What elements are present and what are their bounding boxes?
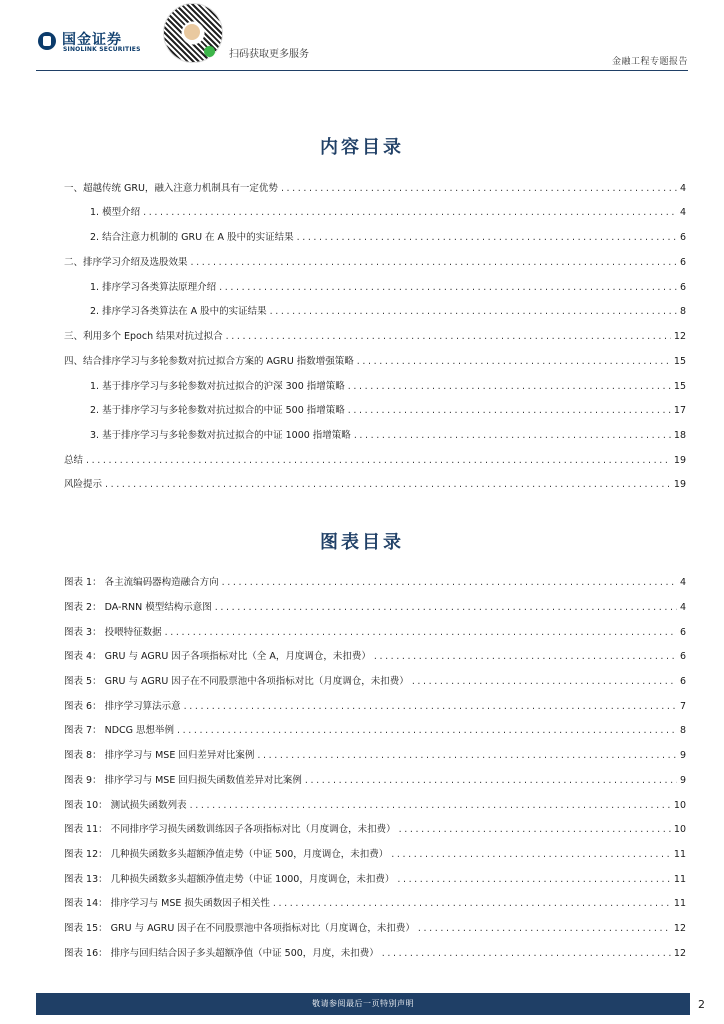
toc-entry[interactable] xyxy=(90,279,686,293)
figure-entry-page: 11 xyxy=(673,898,686,909)
toc-entry[interactable] xyxy=(64,476,686,490)
sinolink-logo-icon xyxy=(38,32,56,50)
leader-dots xyxy=(357,356,671,367)
leader-dots xyxy=(354,430,671,441)
toc-entry-label: 四、结合排序学习与多轮参数对抗过拟合方案的 AGRU 指数增强策略 xyxy=(64,356,354,367)
toc-entry-label: 2. 结合注意力机制的 GRU 在 A 股中的实证结果 xyxy=(90,232,294,243)
toc-entry[interactable] xyxy=(64,452,686,466)
page-header xyxy=(0,0,724,72)
figure-entry[interactable] xyxy=(64,648,686,662)
figure-entry[interactable] xyxy=(64,599,686,613)
figure-entry-label: 图表 16： 排序与回归结合因子多头超额净值（中证 500，月度，未扣费） xyxy=(64,948,379,959)
figure-entry-label: 图表 2： DA-RNN 模型结构示意图 xyxy=(64,602,212,613)
figure-entry-page: 8 xyxy=(679,725,686,736)
toc-entry-label: 1. 排序学习各类算法原理介绍 xyxy=(90,282,217,293)
figure-entry-page: 11 xyxy=(673,849,686,860)
figure-entry-page: 10 xyxy=(673,824,686,835)
toc-entry[interactable] xyxy=(90,204,686,218)
leader-dots xyxy=(222,577,677,588)
toc-entry-label: 风险提示 xyxy=(64,479,103,490)
figure-entry-page: 9 xyxy=(679,775,686,786)
figure-entry[interactable] xyxy=(64,871,686,885)
toc-entry[interactable] xyxy=(90,303,686,317)
footer-disclaimer: 敬请参阅最后一页特别声明 xyxy=(312,999,414,1008)
toc-entry-page: 4 xyxy=(679,183,686,194)
scan-prompt: 扫码获取更多服务 xyxy=(229,49,309,60)
figure-entry[interactable] xyxy=(64,945,686,959)
toc-entry[interactable] xyxy=(90,378,686,392)
figure-entry[interactable] xyxy=(64,895,686,909)
leader-dots xyxy=(270,306,677,317)
leader-dots xyxy=(374,651,677,662)
toc-entry[interactable] xyxy=(64,254,686,268)
report-type-label: 金融工程专题报告 xyxy=(611,57,688,67)
qr-center-logo xyxy=(184,24,200,40)
figure-entry-label: 图表 6： 排序学习算法示意 xyxy=(64,701,181,712)
figure-entry-label: 图表 1： 各主流编码器构造融合方向 xyxy=(64,577,219,588)
leader-dots xyxy=(391,849,671,860)
figure-entry-page: 9 xyxy=(679,750,686,761)
figure-entry-label: 图表 10： 测试损失函数列表 xyxy=(64,800,187,811)
leader-dots xyxy=(382,948,671,959)
leader-dots xyxy=(305,775,677,786)
header-divider xyxy=(36,70,688,71)
leader-dots xyxy=(143,207,677,218)
figure-entry[interactable] xyxy=(64,673,686,687)
figure-entry[interactable] xyxy=(64,797,686,811)
leader-dots xyxy=(86,455,671,466)
toc-entry-label: 2. 基于排序学习与多轮参数对抗过拟合的中证 500 指增策略 xyxy=(90,405,345,416)
figure-entry-page: 4 xyxy=(679,602,686,613)
figure-entry-page: 12 xyxy=(673,923,686,934)
figure-entry[interactable] xyxy=(64,624,686,638)
leader-dots xyxy=(412,676,677,687)
figure-entry-page: 6 xyxy=(679,651,686,662)
figure-entry[interactable] xyxy=(64,846,686,860)
toc-entry-page: 6 xyxy=(679,282,686,293)
leader-dots xyxy=(177,725,677,736)
leader-dots xyxy=(215,602,677,613)
toc-entry[interactable] xyxy=(64,180,686,194)
figure-entry[interactable] xyxy=(64,574,686,588)
leader-dots xyxy=(348,381,671,392)
toc-entry-page: 6 xyxy=(679,257,686,268)
toc-entry[interactable] xyxy=(64,328,686,342)
leader-dots xyxy=(273,898,671,909)
leader-dots xyxy=(190,800,671,811)
page-number: 2 xyxy=(698,998,705,1011)
figure-entry-label: 图表 15： GRU 与 AGRU 因子在不同股票池中各项指标对比（月度调仓，未扣费） xyxy=(64,923,415,934)
toc-entry-label: 2. 排序学习各类算法在 A 股中的实证结果 xyxy=(90,306,267,317)
figure-entry-page: 4 xyxy=(679,577,686,588)
toc-entry-page: 17 xyxy=(673,405,686,416)
figure-entry-label: 图表 13： 几种损失函数多头超额净值走势（中证 1000，月度调仓，未扣费） xyxy=(64,874,395,885)
toc-entry[interactable] xyxy=(90,229,686,243)
figure-entry-label: 图表 14： 排序学习与 MSE 损失函数因子相关性 xyxy=(64,898,270,909)
leader-dots xyxy=(184,701,677,712)
toc-entry-label: 总结 xyxy=(64,455,84,466)
leader-dots xyxy=(281,183,677,194)
leader-dots xyxy=(348,405,671,416)
figure-entry-label: 图表 4： GRU 与 AGRU 因子各项指标对比（全 A，月度调仓，未扣费） xyxy=(64,651,371,662)
toc-entry-label: 3. 基于排序学习与多轮参数对抗过拟合的中证 1000 指增策略 xyxy=(90,430,351,441)
figure-entry-page: 7 xyxy=(679,701,686,712)
leader-dots xyxy=(297,232,677,243)
figures-title: 图表目录 xyxy=(320,532,404,553)
figure-entry-page: 12 xyxy=(673,948,686,959)
toc-entry[interactable] xyxy=(90,402,686,416)
leader-dots xyxy=(257,750,677,761)
toc-entry[interactable] xyxy=(64,353,686,367)
figure-entry-label: 图表 8： 排序学习与 MSE 回归差异对比案例 xyxy=(64,750,255,761)
figure-entry-label: 图表 7： NDCG 思想举例 xyxy=(64,725,175,736)
figure-entry[interactable] xyxy=(64,747,686,761)
figure-entry-label: 图表 11： 不同排序学习损失函数训练因子各项指标对比（月度调仓，未扣费） xyxy=(64,824,396,835)
toc-entry-page: 6 xyxy=(679,232,686,243)
wechat-icon xyxy=(204,46,215,57)
leader-dots xyxy=(105,479,671,490)
figure-entry-label: 图表 9： 排序学习与 MSE 回归损失函数值差异对比案例 xyxy=(64,775,302,786)
toc-entry-label: 二、排序学习介绍及选股效果 xyxy=(64,257,188,268)
toc-entry-page: 8 xyxy=(679,306,686,317)
figure-entry-label: 图表 3： 投喂特征数据 xyxy=(64,627,162,638)
figure-entry[interactable] xyxy=(64,821,686,835)
figure-entry[interactable] xyxy=(64,698,686,712)
toc-entry-page: 19 xyxy=(673,479,686,490)
toc-entry-label: 1. 模型介绍 xyxy=(90,207,141,218)
toc-entry-label: 1. 基于排序学习与多轮参数对抗过拟合的沪深 300 指增策略 xyxy=(90,381,345,392)
leader-dots xyxy=(191,257,677,268)
figure-entry-page: 6 xyxy=(679,627,686,638)
leader-dots xyxy=(226,331,671,342)
figure-entry-label: 图表 5： GRU 与 AGRU 因子在不同股票池中各项指标对比（月度调仓，未扣费） xyxy=(64,676,409,687)
figure-entry-page: 6 xyxy=(679,676,686,687)
figure-entry[interactable] xyxy=(64,920,686,934)
figure-entry-page: 11 xyxy=(673,874,686,885)
leader-dots xyxy=(397,874,671,885)
toc-entry-page: 12 xyxy=(673,331,686,342)
toc-entry-page: 15 xyxy=(673,356,686,367)
figure-entry-page: 10 xyxy=(673,800,686,811)
leader-dots xyxy=(418,923,671,934)
toc-entry-label: 三、利用多个 Epoch 结果对抗过拟合 xyxy=(64,331,223,342)
toc-entry-page: 19 xyxy=(673,455,686,466)
toc-entry-page: 15 xyxy=(673,381,686,392)
toc-entry-page: 4 xyxy=(679,207,686,218)
toc-entry[interactable] xyxy=(90,427,686,441)
leader-dots xyxy=(165,627,677,638)
toc-entry-page: 18 xyxy=(673,430,686,441)
figure-entry[interactable] xyxy=(64,722,686,736)
leader-dots xyxy=(399,824,671,835)
logo-english-name: SINOLINK SECURITIES xyxy=(63,46,141,53)
contents-title: 内容目录 xyxy=(320,137,404,158)
figure-entry[interactable] xyxy=(64,772,686,786)
toc-entry-label: 一、超越传统 GRU，融入注意力机制具有一定优势 xyxy=(64,183,278,194)
logo-chinese-name: 国金证券 xyxy=(62,32,122,48)
leader-dots xyxy=(219,282,677,293)
figure-entry-label: 图表 12： 几种损失函数多头超额净值走势（中证 500，月度调仓，未扣费） xyxy=(64,849,389,860)
